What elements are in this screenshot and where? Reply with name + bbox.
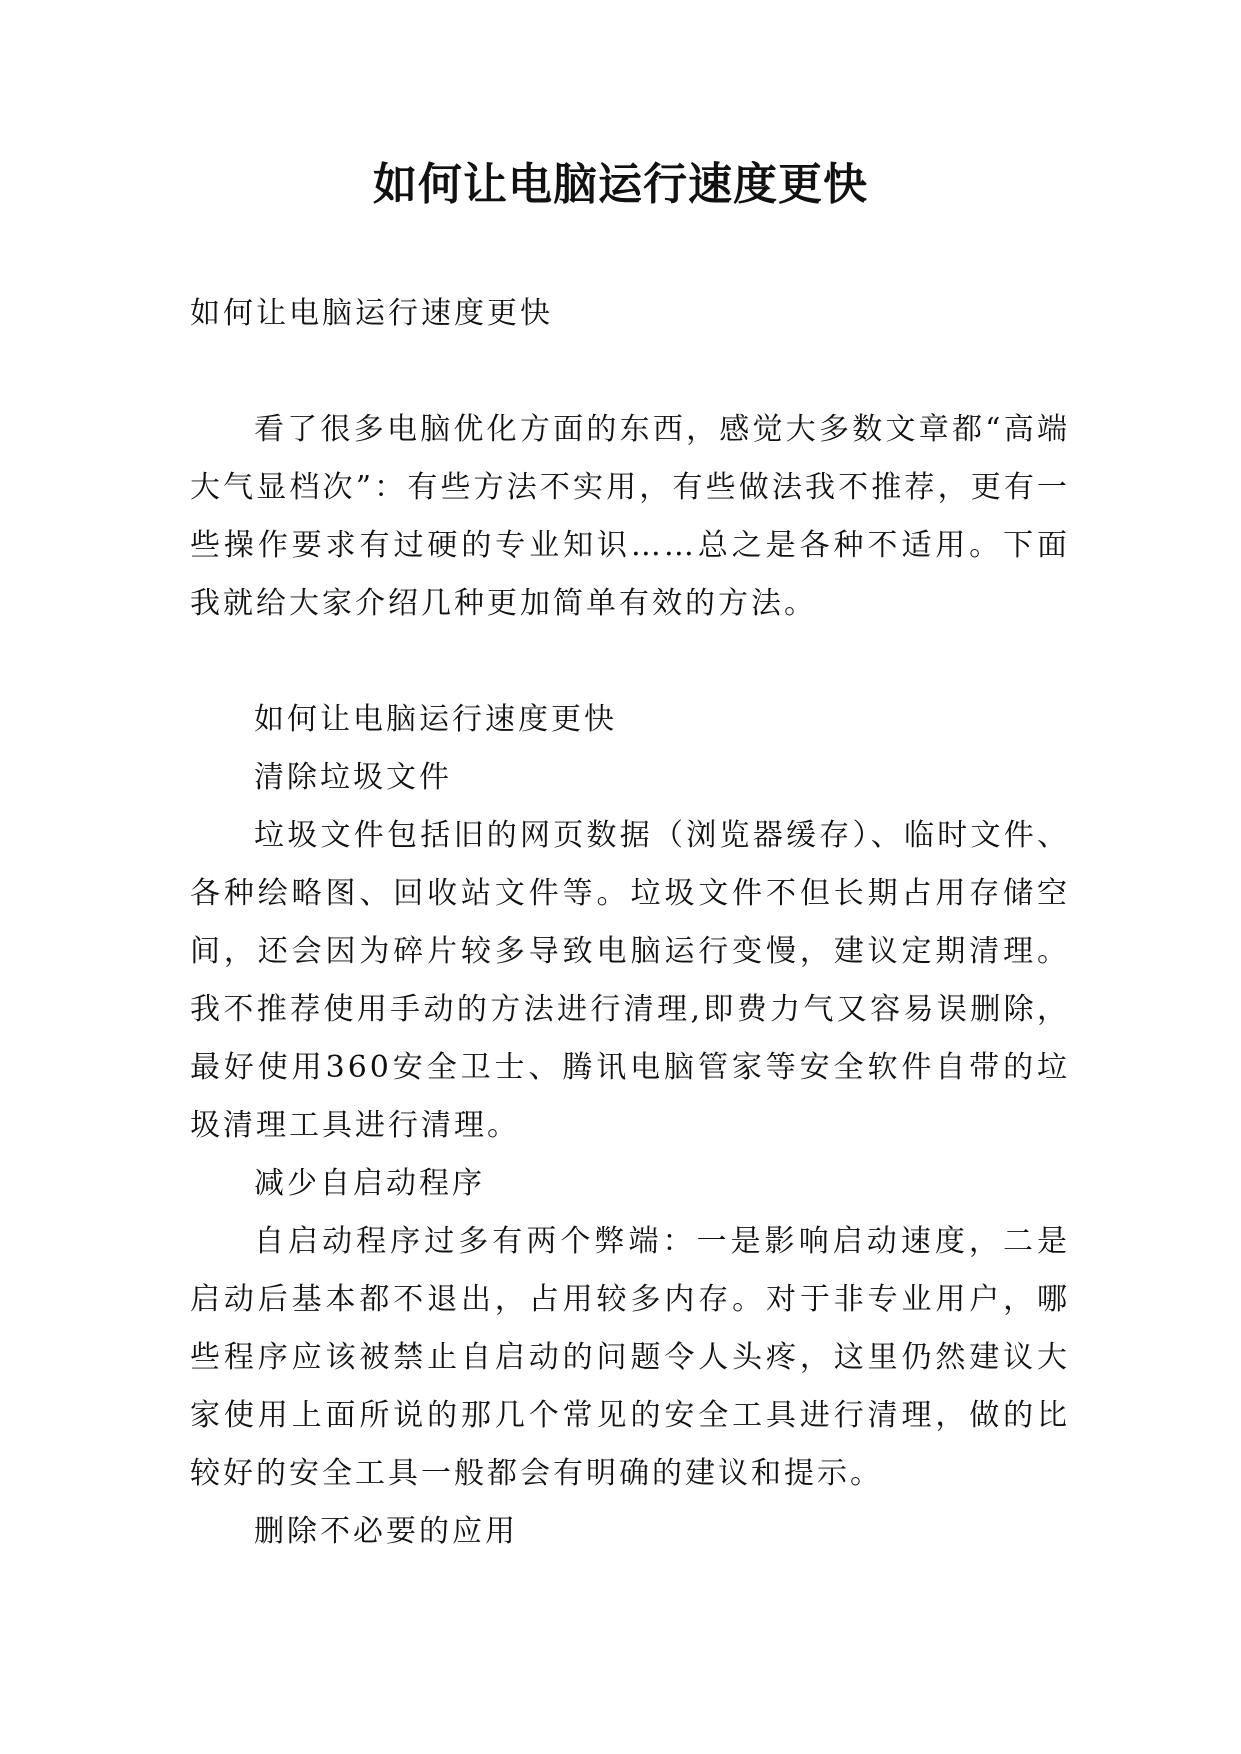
document-body: [190, 285, 1070, 1561]
paragraph-spacer: [190, 633, 1070, 691]
section-body-clean-junk: 垃圾文件包括旧的网页数据（浏览器缓存）、临时文件、各种绘略图、回收站文件等。垃圾文件不但长期占用存储空间，还会因为碎片较多导致电脑运行变慢，建议定期清理。我不推荐使用手动的方法进行清理,即费力气又容易误删除，最好使用360安全卫士、腾讯电脑管家等安全软件自带的垃圾清理工具进行清理。: [190, 818, 1070, 1143]
subtitle: 如何让电脑运行速度更快: [190, 296, 553, 331]
section-heading-remove-apps: 删除不必要的应用: [254, 1514, 518, 1549]
paragraph-spacer: [190, 343, 1070, 401]
intro-paragraph: 看了很多电脑优化方面的东西，感觉大多数文章都“高端大气显档次”：有些方法不实用，有些做法我不推荐，更有一些操作要求有过硬的专业知识……总之是各种不适用。下面我就给大家介绍几种更加简单有效的方法。: [190, 412, 1070, 621]
section-heading-clean-junk: 清除垃圾文件: [254, 760, 452, 795]
section-heading-startup: 减少自启动程序: [254, 1166, 485, 1201]
section-title: 如何让电脑运行速度更快: [254, 702, 617, 737]
document-title: 如何让电脑运行速度更快: [373, 159, 868, 210]
section-body-startup: 自启动程序过多有两个弊端：一是影响启动速度，二是启动后基本都不退出，占用较多内存。对于非专业用户，哪些程序应该被禁止自启动的问题令人头疼，这里仍然建议大家使用上面所说的那几个常见的安全工具进行清理，做的比较好的安全工具一般都会有明确的建议和提示。: [190, 1224, 1070, 1491]
